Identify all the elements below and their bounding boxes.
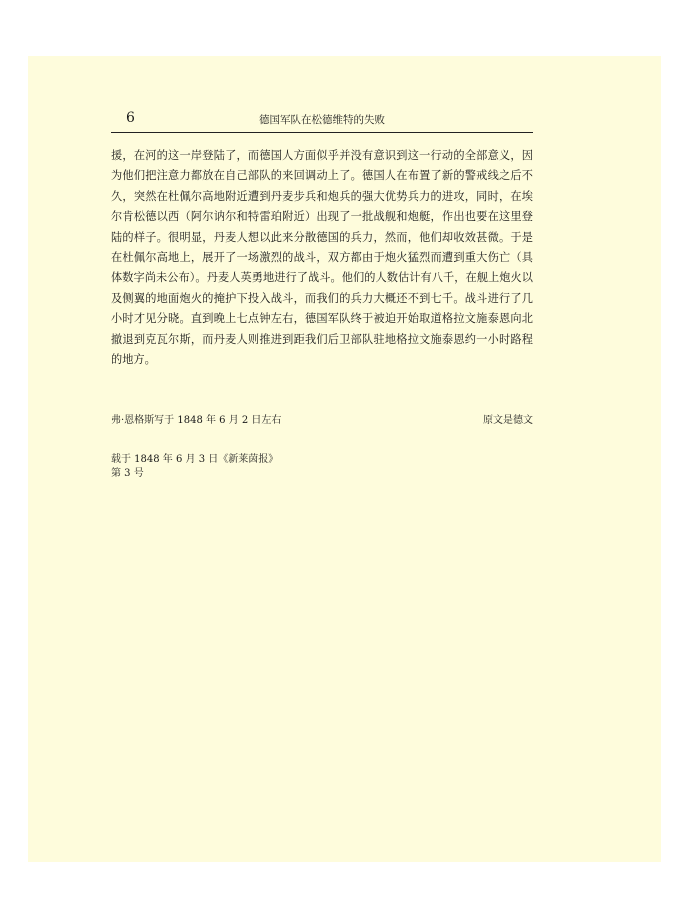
- running-title: 德国军队在松德维特的失败: [259, 114, 385, 126]
- body-paragraph: 援，在河的这一岸登陆了，而德国人方面似乎并没有意识到这一行动的全部意义，因为他们把注意力都放在自己部队的来回调动上了。德国人在布置了新的警戒线之后不久，突然在杜佩尔高地附近遭到丹麦步兵和炮兵的强大优势兵力的进攻，同时，在埃尔肯松德以西（阿尔讷尔和特雷珀附近）出现了一批战舰和炮艇，作出也要在这里登陆的样子。很明显，丹麦人想以此来分散德国的兵力，然而，他们却收效甚微。于是在杜佩尔高地上，展开了一场激烈的战斗，双方都由于炮火猛烈而遭到重大伤亡（具体数字尚未公布）。丹麦人英勇地进行了战斗。他们的人数估计有八千，在舰上炮火以及侧翼的地面炮火的掩护下投入战斗，而我们的兵力大概还不到七千。战斗进行了几小时才见分晓。直到晚上七点钟左右，德国军队终于被迫开始取道格拉文施泰恩向北撤退到克瓦尔斯，而丹麦人则推进到距我们后卫部队驻地格拉文施泰恩约一小时路程的地方。: [111, 149, 533, 367]
- original-language: 原文是德文: [483, 415, 533, 426]
- published-in: 载于 1848 年 6 月 3 日《新莱茵报》第 3 号: [111, 454, 279, 479]
- page-header: [111, 110, 533, 133]
- source-note: [111, 414, 533, 428]
- publication-note: [111, 453, 533, 481]
- written-date: 弗·恩格斯写于 1848 年 6 月 2 日左右: [111, 415, 282, 426]
- page-number: 6: [126, 110, 135, 126]
